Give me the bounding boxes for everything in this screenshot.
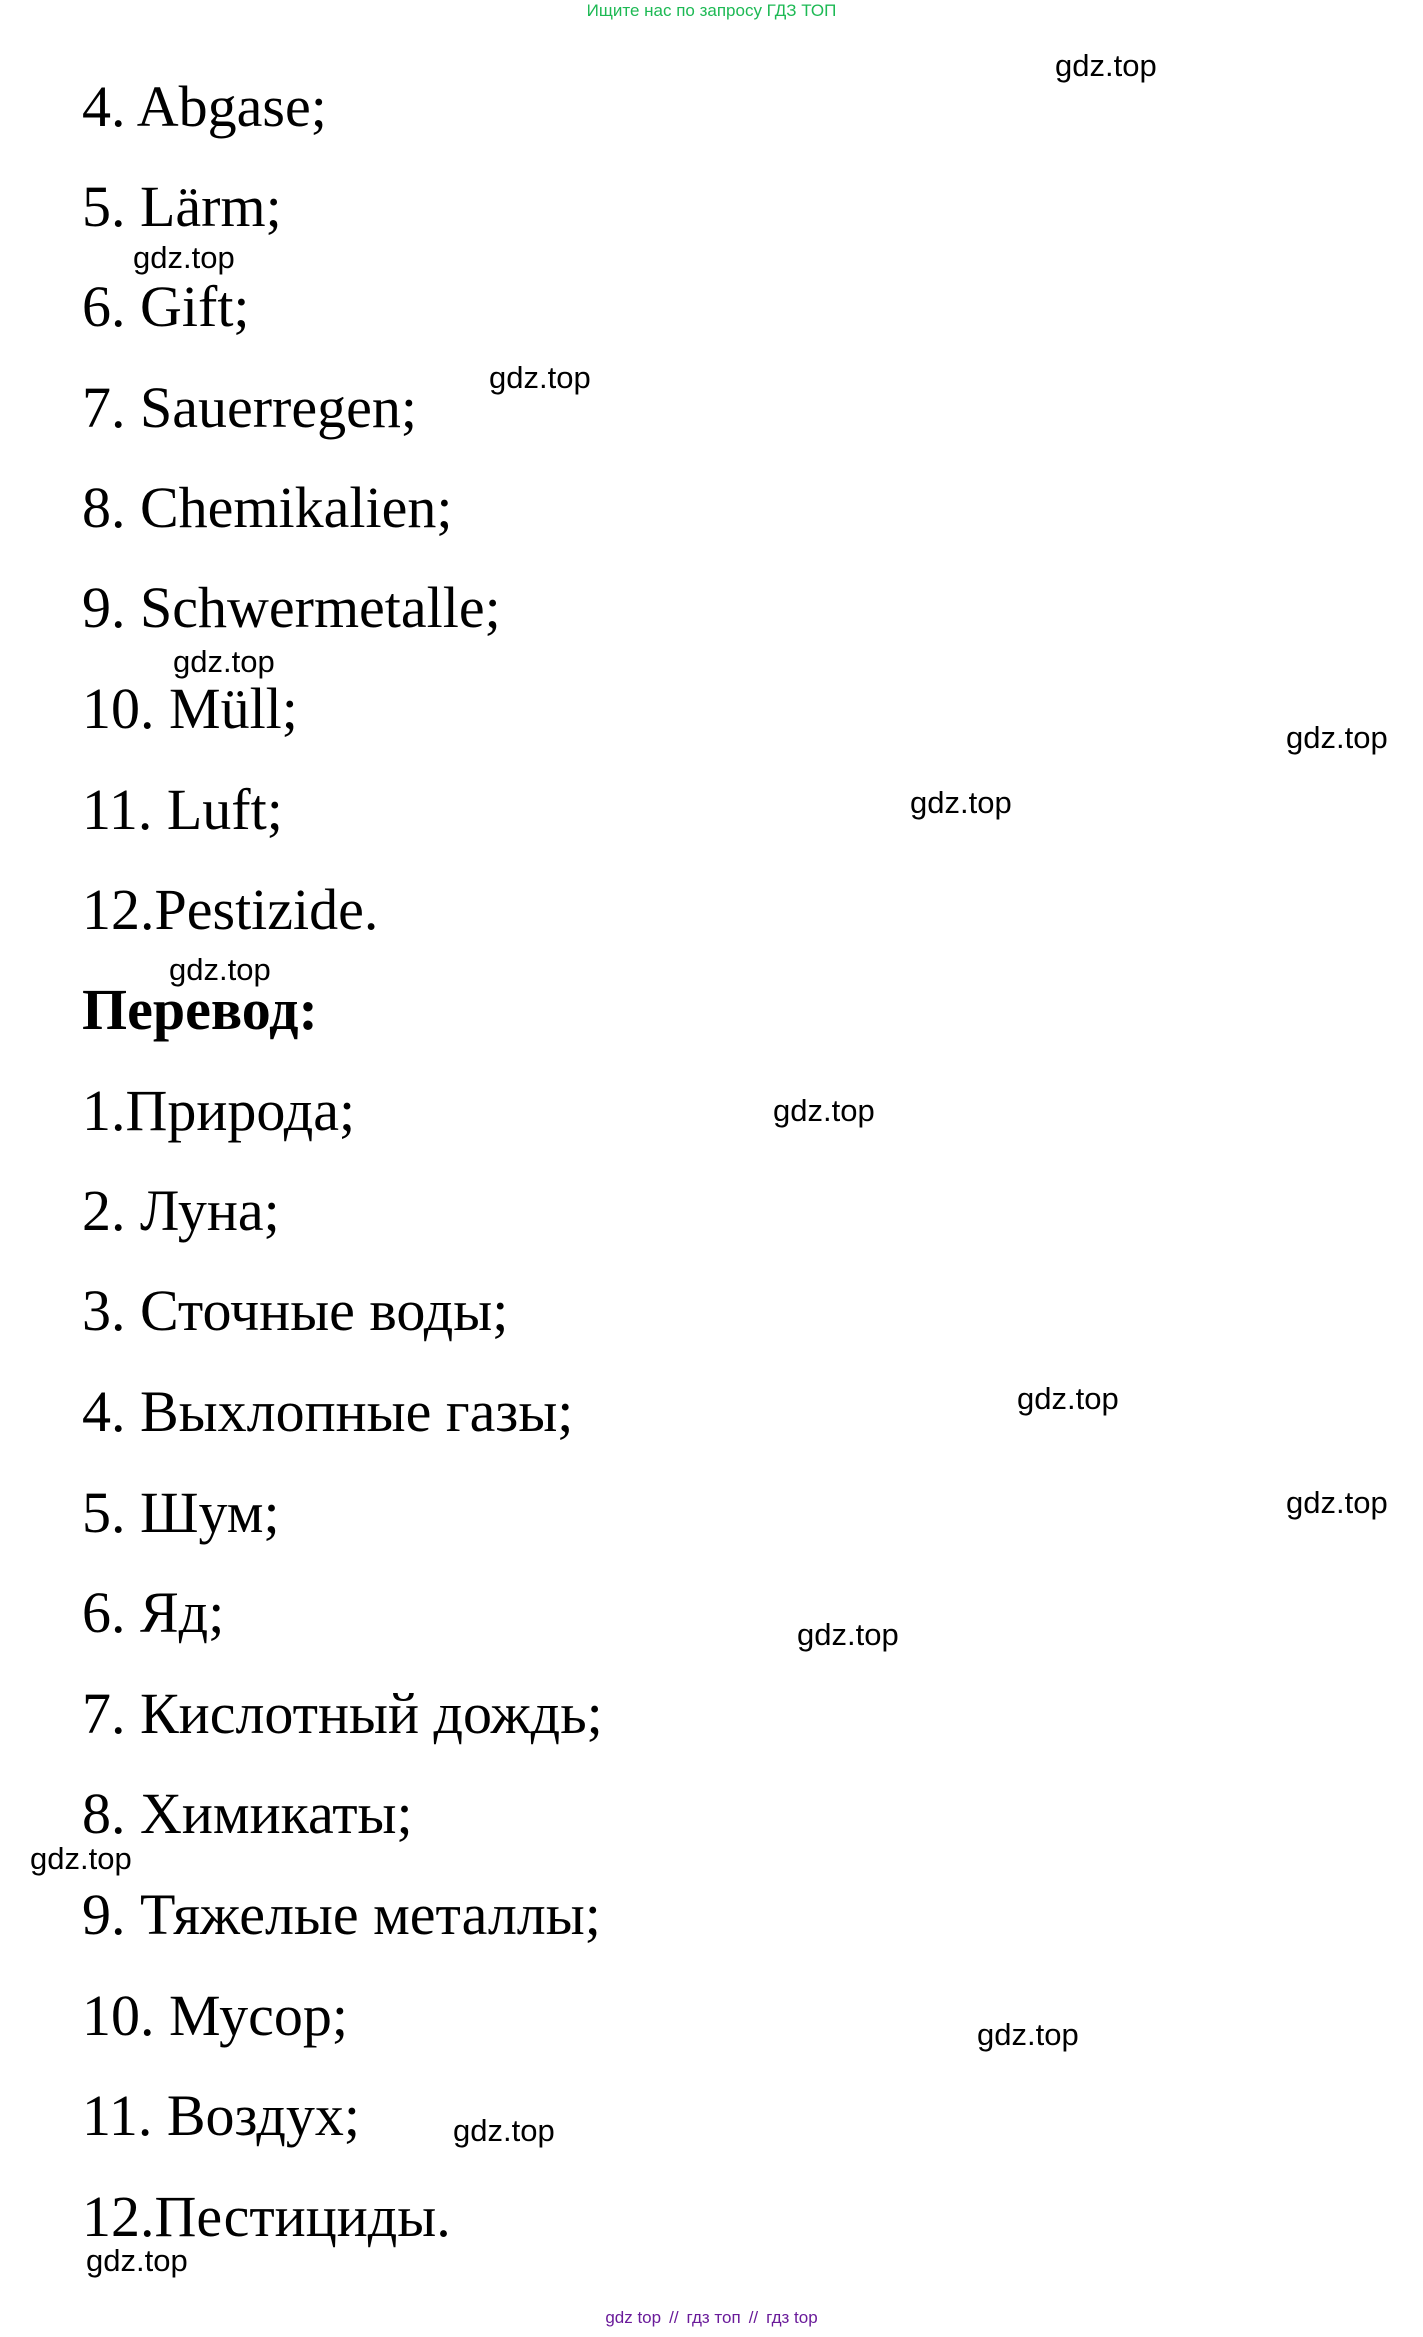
russian-item-1: 1.Природа; (82, 1078, 356, 1143)
german-item-6: 6. Gift; (82, 274, 250, 339)
header-note: Ищите нас по запросу ГДЗ ТОП (586, 1, 837, 20)
german-item-7: 7. Sauerregen; (82, 375, 417, 440)
german-item-10: 10. Müll; (82, 676, 298, 741)
footer-item: gdz top (605, 2308, 662, 2327)
footer-separator: // (669, 2308, 679, 2327)
russian-item-10: 10. Мусор; (82, 1983, 348, 2048)
watermark: gdz.top (86, 2243, 188, 2278)
russian-item-5: 5. Шум; (82, 1480, 280, 1545)
watermark: gdz.top (1055, 48, 1157, 83)
russian-item-2: 2. Луна; (82, 1178, 280, 1243)
footer-separator: // (748, 2308, 759, 2327)
russian-item-4: 4. Выхлопные газы; (82, 1379, 574, 1444)
russian-item-12: 12.Пестициды. (82, 2184, 451, 2249)
watermark: gdz.top (133, 240, 235, 275)
german-item-11: 11. Luft; (82, 777, 283, 842)
watermark: gdz.top (910, 785, 1012, 820)
watermark: gdz.top (453, 2113, 555, 2148)
watermark: gdz.top (773, 1093, 875, 1128)
watermark: gdz.top (169, 952, 271, 987)
russian-item-11: 11. Воздух; (82, 2083, 361, 2148)
watermark: gdz.top (173, 644, 275, 679)
russian-item-6: 6. Яд; (82, 1580, 225, 1645)
translation-heading: Перевод: (82, 977, 318, 1042)
german-item-9: 9. Schwermetalle; (82, 575, 501, 640)
watermark: gdz.top (977, 2017, 1079, 2052)
watermark: gdz.top (1017, 1381, 1119, 1416)
watermark: gdz.top (30, 1841, 132, 1876)
russian-item-7: 7. Кислотный дождь; (82, 1681, 603, 1746)
watermark: gdz.top (1286, 720, 1388, 755)
footer-note (0, 2307, 1423, 2329)
footer-item: гдз top (766, 2308, 818, 2327)
russian-item-8: 8. Химикаты; (82, 1781, 413, 1846)
russian-item-3: 3. Сточные воды; (82, 1278, 509, 1343)
german-item-12: 12.Pestizide. (82, 877, 379, 942)
german-item-5: 5. Lärm; (82, 174, 282, 239)
german-item-8: 8. Chemikalien; (82, 475, 453, 540)
watermark: gdz.top (1286, 1485, 1388, 1520)
russian-item-9: 9. Тяжелые металлы; (82, 1882, 601, 1947)
german-item-4: 4. Abgase; (82, 74, 327, 139)
footer-item: гдз топ (686, 2308, 741, 2327)
watermark: gdz.top (489, 360, 591, 395)
watermark: gdz.top (797, 1617, 899, 1652)
